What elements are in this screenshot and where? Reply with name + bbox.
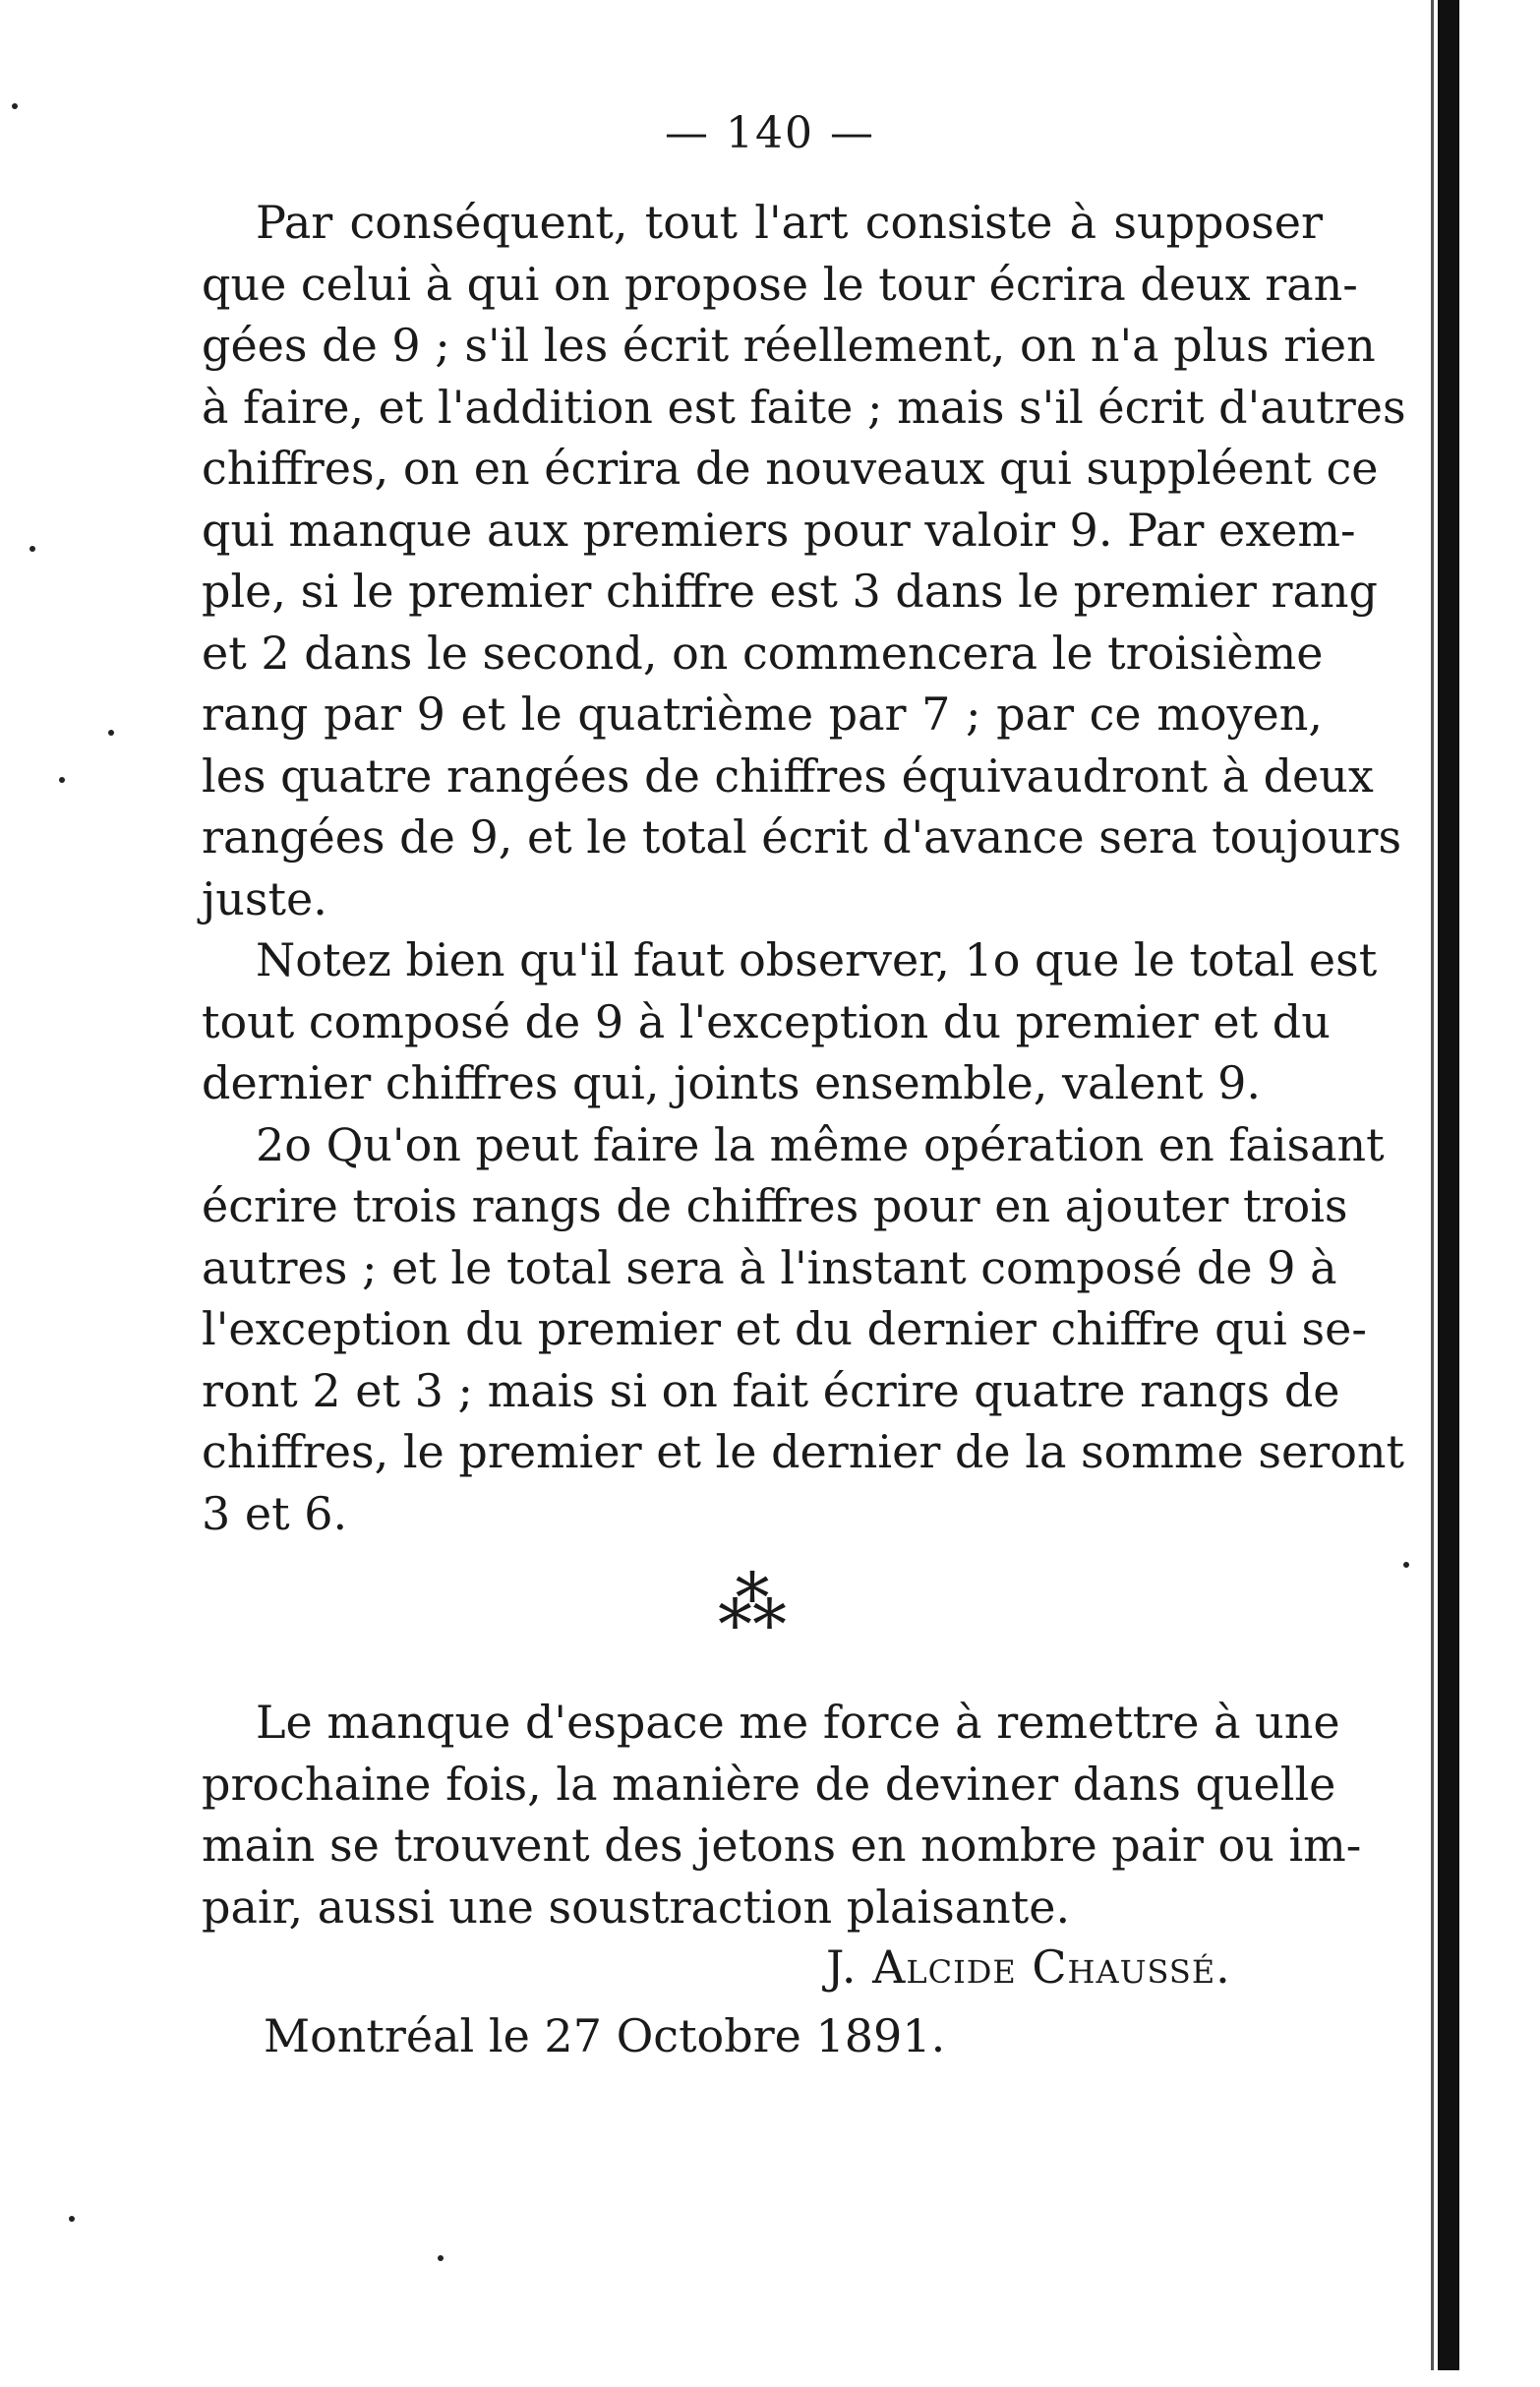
binding-edge xyxy=(1438,0,1459,2370)
asterism-ornament xyxy=(688,1563,856,1657)
signature-initial: J. xyxy=(826,1940,858,1994)
text-line: gées de 9 ; s'il les écrit réellement, on n'a plus rien xyxy=(202,319,1376,372)
binding-edge-thin xyxy=(1431,0,1434,2370)
text-line: ront 2 et 3 ; mais si on fait écrire quatre rangs de xyxy=(202,1363,1340,1417)
text-line: 3 et 6. xyxy=(202,1486,348,1540)
text-line: main se trouvent des jetons en nombre pair ou im- xyxy=(202,1819,1362,1872)
author-signature xyxy=(826,1940,1231,1994)
text-line: qui manque aux premiers pour valoir 9. Par exem- xyxy=(202,503,1356,557)
text-line: rang par 9 et le quatrième par 7 ; par ce moyen, xyxy=(202,687,1323,741)
signature-name: Alcide Chaussé. xyxy=(872,1940,1231,1994)
text-line: prochaine fois, la manière de deviner dans quelle xyxy=(202,1757,1336,1811)
scan-speck xyxy=(69,2216,75,2222)
scan-speck xyxy=(59,777,65,783)
text-line: rangées de 9, et le total écrit d'avance sera toujours xyxy=(202,810,1402,864)
text-line: que celui à qui on propose le tour écrira deux ran- xyxy=(202,257,1358,311)
scan-speck xyxy=(1403,1562,1409,1568)
page-number: — 140 — xyxy=(665,108,875,158)
text-line: Notez bien qu'il faut observer, 1o que le total est xyxy=(256,933,1378,986)
text-line: l'exception du premier et du dernier chiffre qui se- xyxy=(202,1302,1367,1355)
scan-speck xyxy=(108,730,114,736)
body-text xyxy=(202,192,1406,1544)
scan-speck xyxy=(12,103,18,109)
text-line: les quatre rangées de chiffres équivaudront à deux xyxy=(202,748,1374,803)
text-line: chiffres, le premier et le dernier de la somme seront xyxy=(202,1425,1404,1478)
text-line: ple, si le premier chiffre est 3 dans le premier rang xyxy=(202,565,1378,618)
text-line: chiffres, on en écrira de nouveaux qui suppléent ce xyxy=(202,442,1379,495)
scan-speck xyxy=(438,2255,444,2261)
text-line: tout composé de 9 à l'exception du premier et du xyxy=(202,994,1331,1048)
dateline: Montréal le 27 Octobre 1891. xyxy=(264,2009,946,2062)
asterism-glyph: ⁂ xyxy=(718,1563,787,1643)
text-line: autres ; et le total sera à l'instant composé de 9 à xyxy=(202,1240,1337,1294)
text-line: Par conséquent, tout l'art consiste à supposer xyxy=(256,196,1323,249)
text-line: et 2 dans le second, on commencera le troisième xyxy=(202,626,1324,680)
text-line: dernier chiffres qui, joints ensemble, valent 9. xyxy=(202,1056,1261,1109)
text-line: 2o Qu'on peut faire la même opération en faisant xyxy=(256,1117,1385,1171)
text-line: pair, aussi une soustraction plaisante. xyxy=(202,1880,1071,1934)
text-line: écrire trois rangs de chiffres pour en ajouter trois xyxy=(202,1179,1348,1232)
text-line: juste. xyxy=(202,871,327,925)
closing-paragraph xyxy=(202,1692,1362,1938)
text-line: à faire, et l'addition est faite ; mais s'il écrit d'autres xyxy=(202,380,1406,434)
text-line: Le manque d'espace me force à remettre à une xyxy=(256,1696,1340,1749)
scan-speck xyxy=(30,546,35,552)
